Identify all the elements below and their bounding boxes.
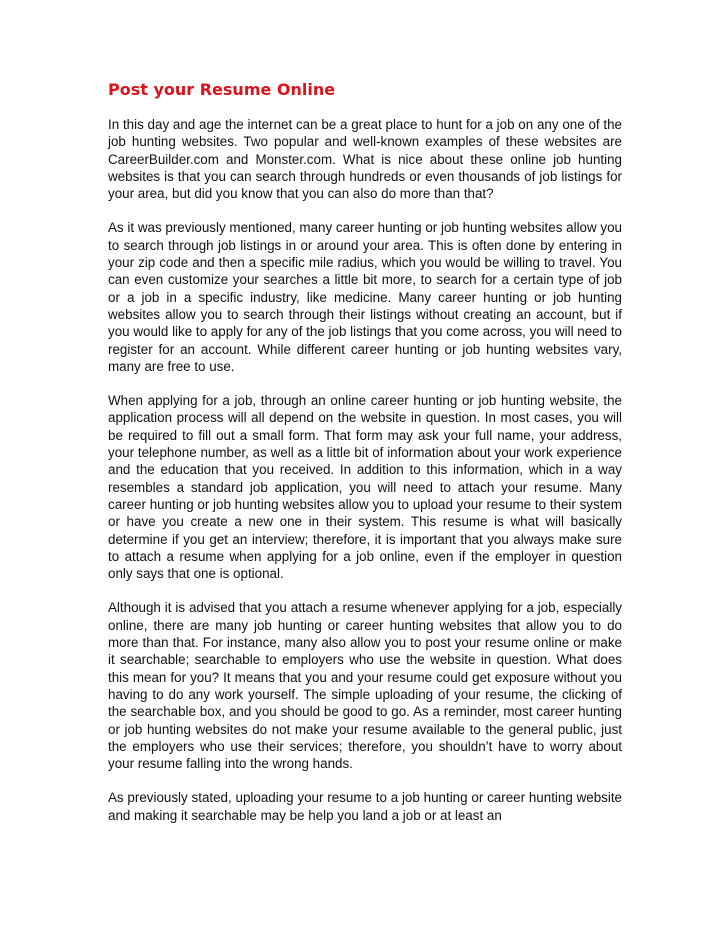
paragraph-1: In this day and age the internet can be a great place to hunt for a job on any one of the job hunting websites. Two popular and well-known examples of these websites are CareerBuilder.com and Monster.com. What is nice about these online job hunting websites is that you can search through hundreds or even thousands of job listings for your area, but did you know that you can also do more than that? [108, 117, 622, 202]
document-title: Post your Resume Online [108, 80, 336, 99]
paragraph-3: When applying for a job, through an online career hunting or job hunting website, the application process will all depend on the website in question. In most cases, you will be required to fill out a small form. That form may ask your full name, your address, your telephone number, as well as a little bit of information about your work experience and the education that you received. In addition to this information, which in a way resembles a standard job application, you will need to attach your resume. Many career hunting or job hunting websites allow you to upload your resume to their system or have you create a new one in their system. This resume is what will basically determine if you get an interview; therefore, it is important that you always make sure to attach a resume when applying for a job online, even if the employer in question only says that one is optional. [108, 393, 622, 582]
paragraph-5: As previously stated, uploading your resume to a job hunting or career hunting website and making it searchable may be help you land a job or at least an [108, 790, 622, 823]
document-page [108, 80, 622, 841]
paragraph-4: Although it is advised that you attach a resume whenever applying for a job, especially online, there are many job hunting or career hunting websites that allow you to do more than that. For instance, many also allow you to post your resume online or make it searchable; searchable to employers who use the website in question. What does this mean for you? It means that you and your resume could get exposure without you having to do any work yourself. The simple uploading of your resume, the clicking of the searchable box, and you should be good to go. As a reminder, most career hunting or job hunting websites do not make your resume available to the general public, just the employers who use their services; therefore, you shouldn’t have to worry about your resume falling into the wrong hands. [108, 600, 622, 772]
paragraph-2: As it was previously mentioned, many career hunting or job hunting websites allow you to search through job listings in or around your area. This is often done by entering in your zip code and then a specific mile radius, which you would be willing to travel. You can even customize your searches a little bit more, to search for a certain type of job or a job in a specific industry, like medicine. Many career hunting or job hunting websites allow you to search through their listings without creating an account, but if you would like to apply for any of the job listings that you come across, you will need to register for an account. While different career hunting or job hunting websites vary, many are free to use. [108, 220, 622, 374]
